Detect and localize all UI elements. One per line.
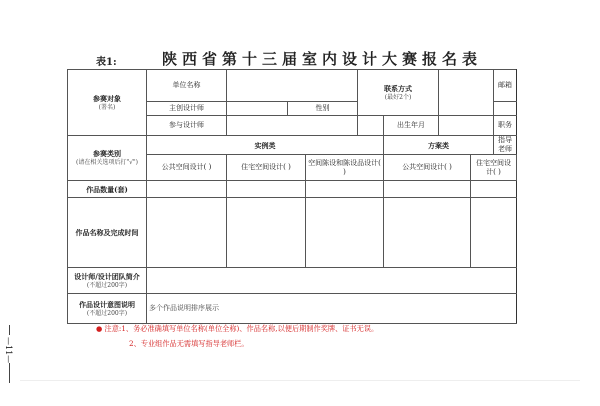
chief-designer-label: 主创设计师 — [147, 102, 227, 116]
works-names-field-3[interactable] — [306, 198, 384, 268]
unit-name-field[interactable] — [227, 70, 358, 102]
quantity-field-4[interactable] — [384, 181, 471, 198]
chief-designer-field[interactable] — [227, 102, 288, 116]
title-row — [0, 48, 600, 68]
plan-group-label: 方案类 — [384, 136, 494, 155]
category-public-plan[interactable]: 公共空间设计( ) — [384, 155, 471, 181]
works-names-field-4[interactable] — [384, 198, 471, 268]
quantity-field-3[interactable] — [306, 181, 384, 198]
contact-field[interactable] — [439, 70, 494, 116]
category-residential-case[interactable]: 住宅空间设计( ) — [227, 155, 306, 181]
margin-line-top — [9, 325, 10, 335]
category-cell — [68, 136, 147, 181]
works-names-label: 作品名称及完成时间 — [68, 198, 147, 268]
case-group-label: 实例类 — [147, 136, 384, 155]
concept-label: 作品设计意图说明 — [79, 299, 135, 309]
team-intro-field[interactable] — [147, 268, 517, 294]
form-title: 陕西省第十三届室内设计大赛报名表 — [162, 50, 483, 68]
unit-name-label: 单位名称 — [147, 70, 227, 102]
note-line-2: 2、专业组作品无需填写指导老师栏。 — [129, 339, 249, 348]
notes — [96, 321, 378, 351]
contact-cell — [358, 70, 439, 116]
birth-label: 出生年月 — [384, 116, 439, 136]
works-names-field-1[interactable] — [147, 198, 227, 268]
concept-cell — [68, 294, 147, 324]
quantity-label: 作品数量(套) — [68, 181, 147, 198]
category-hint: (请在相关选项后打"√") — [75, 159, 139, 166]
quantity-field-2[interactable] — [227, 181, 306, 198]
team-intro-cell — [68, 268, 147, 294]
note-line-1: ● 注意:1、务必准确填写单位名称(单位全称)、作品名称,以便后期制作奖牌、证书无误。 — [96, 324, 379, 333]
works-names-field-5[interactable] — [471, 198, 517, 268]
participant-cell — [68, 70, 147, 136]
position-label: 职务 — [494, 116, 517, 136]
concept-field[interactable]: 多个作品说明排序展示 — [147, 294, 517, 324]
footer-rule — [20, 380, 580, 381]
contact-hint: (最好2个) — [384, 93, 412, 101]
margin-line-bottom — [9, 363, 10, 383]
participant-hint: (署名) — [98, 103, 116, 111]
category-furnishing[interactable]: 空间陈设和陈设品设计( ) — [306, 155, 384, 181]
category-residential-plan[interactable]: 住宅空间设计( ) — [471, 155, 517, 181]
category-public-case[interactable]: 公共空间设计( ) — [147, 155, 227, 181]
participant-label: 参赛对象 — [93, 93, 121, 103]
gender-label: 性别 — [288, 102, 358, 116]
postcode-field[interactable] — [494, 102, 517, 116]
postcode-label: 邮箱 — [494, 70, 517, 102]
category-label: 参赛类别 — [93, 149, 121, 158]
advisor-label: 指导老师 — [494, 136, 517, 155]
works-names-field-2[interactable] — [227, 198, 306, 268]
table-number: 表1: — [96, 57, 117, 68]
team-intro-label: 设计师/设计团队简介 — [74, 271, 140, 281]
registration-form — [67, 69, 517, 324]
gender-field[interactable] — [358, 116, 384, 136]
participating-designer-field[interactable] — [227, 116, 358, 136]
page-number: —11— — [4, 337, 13, 364]
quantity-field-5[interactable] — [471, 181, 517, 198]
contact-label: 联系方式 — [384, 83, 413, 93]
team-intro-hint: (不超过200字) — [86, 281, 128, 289]
participating-designer-label: 参与设计师 — [147, 116, 227, 136]
concept-hint: (不超过200字) — [86, 309, 128, 317]
quantity-field-1[interactable] — [147, 181, 227, 198]
birth-field[interactable] — [439, 116, 494, 136]
